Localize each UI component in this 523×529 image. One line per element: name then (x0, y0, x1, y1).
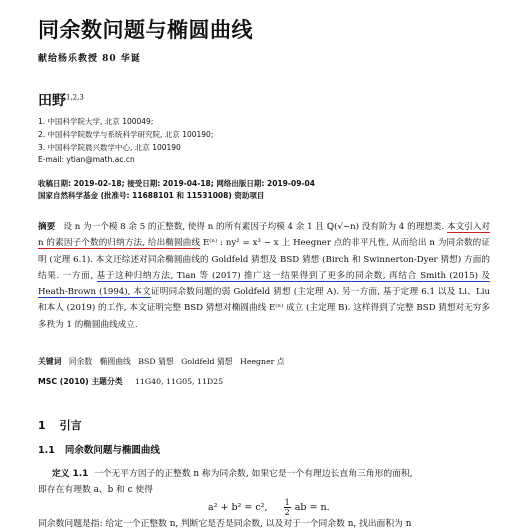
fraction-numerator: 1 (284, 498, 290, 507)
email: E-mail: ytian@math.ac.cn (38, 155, 135, 164)
equation (208, 498, 330, 517)
funding-line: 国家自然科学基金 (批准号: 11688101 和 11531008) 资助项目 (38, 191, 265, 200)
abstract-text-2: E⁽ⁿ⁾ : ny² = x³ − x 上 Heegner 点的非平凡性, 从而给出 n 为同余数的证明 (定理 6.1). 本文还综述对同余椭圆曲线的 Goldfeld 猜想及 BSD 猜想 (Birch 和 Swinnerton-Dyer 猜想) 方面的结果. 一方面, (38, 238, 490, 281)
fraction-denominator: 2 (284, 508, 290, 517)
dates-line: 收稿日期: 2019-02-18; 接受日期: 2019-04-18; 网络出版日期: 2019-09-04 (38, 179, 315, 188)
equation-right: ab = n. (294, 502, 330, 513)
msc-label: MSC (2010) 主题分类 (38, 377, 123, 386)
equation-left: a² + b² = c², (208, 502, 268, 513)
keyword: Heegner 点 (240, 357, 285, 366)
definition-continuation: 即存在有理数 a、b 和 c 使得 (38, 485, 153, 495)
equation-fraction (284, 498, 291, 517)
section-title: 引言 (59, 419, 82, 432)
subsection-number: 1.1 (38, 445, 55, 456)
abstract-text-3: 证明同余数问题的弱 Goldfeld 猜想 (主定理 A). 另一方面, 基于定理 6.1 以及 Li、Liu 和本人 (2019) 的工作, 本文证明完整 BSD 猜想对椭圆曲线 E⁽ⁿ⁾ 成立 (主定理 B). 这样得到了完整 BSD 猜想对无穷多多秩为 1 的椭圆曲线成立. (38, 287, 490, 330)
keyword: 同余数 (68, 357, 93, 366)
subsection-heading (38, 442, 160, 456)
abstract (38, 219, 490, 333)
affiliation-3: 3. 中国科学院晨兴数学中心, 北京 100190 (38, 143, 181, 152)
paper-title: 同余数问题与椭圆曲线 (38, 18, 253, 42)
author (38, 90, 84, 110)
abstract-text-1: 设 n 为一个模 8 余 5 的正整数, 使得 n 的所有素因子均模 4 余 1 且 ℚ(√−n) 没有阶为 4 的理想类. (63, 222, 447, 232)
keywords-label: 关键词 (38, 357, 62, 366)
affiliation-2: 2. 中国科学院数学与系统科学研究院, 北京 100190; (38, 130, 214, 139)
definition-label: 定义 1.1 (52, 469, 89, 479)
msc-value: 11G40, 11G05, 11D25 (134, 377, 224, 386)
dedication: 献给杨乐教授 80 华诞 (38, 54, 141, 64)
subsection-title: 同余数问题与椭圆曲线 (64, 445, 160, 456)
keyword: Goldfeld 猜想 (181, 357, 233, 366)
abstract-underline-red: 本文引入对 n 的素因子个数的归纳方法, 给出椭圆曲线 (38, 222, 490, 249)
body-text-line: 同余数问题是指: 给定一个正整数 n, 判断它是否是同余数, 以及对于一个同余数 n, 找出面积为 n (38, 519, 412, 529)
definition-text: 一个无平方因子的正整数 n 称为同余数, 如果它是一个有理边长直角三角形的面积, (93, 469, 413, 479)
abstract-label: 摘要 (38, 222, 56, 232)
msc-classification (38, 376, 223, 387)
section-heading (38, 417, 82, 433)
keyword: BSD 猜想 (138, 357, 174, 366)
author-affiliation-marks: 1,2,3 (66, 93, 84, 102)
keyword: 椭圆曲线 (99, 357, 131, 366)
section-number: 1 (38, 419, 46, 432)
definition (52, 466, 413, 479)
author-name: 田野 (38, 93, 66, 109)
keywords (38, 356, 285, 367)
abstract-underline-blue: 基于这种归纳方法, Tian 等 (2017) 推广这一结果得到了更多的同余数, 再结合 Smith (2015) 及 Heath-Brown (1994), 本文 (38, 270, 490, 298)
affiliation-1: 1. 中国科学院大学, 北京 100049; (38, 117, 154, 126)
